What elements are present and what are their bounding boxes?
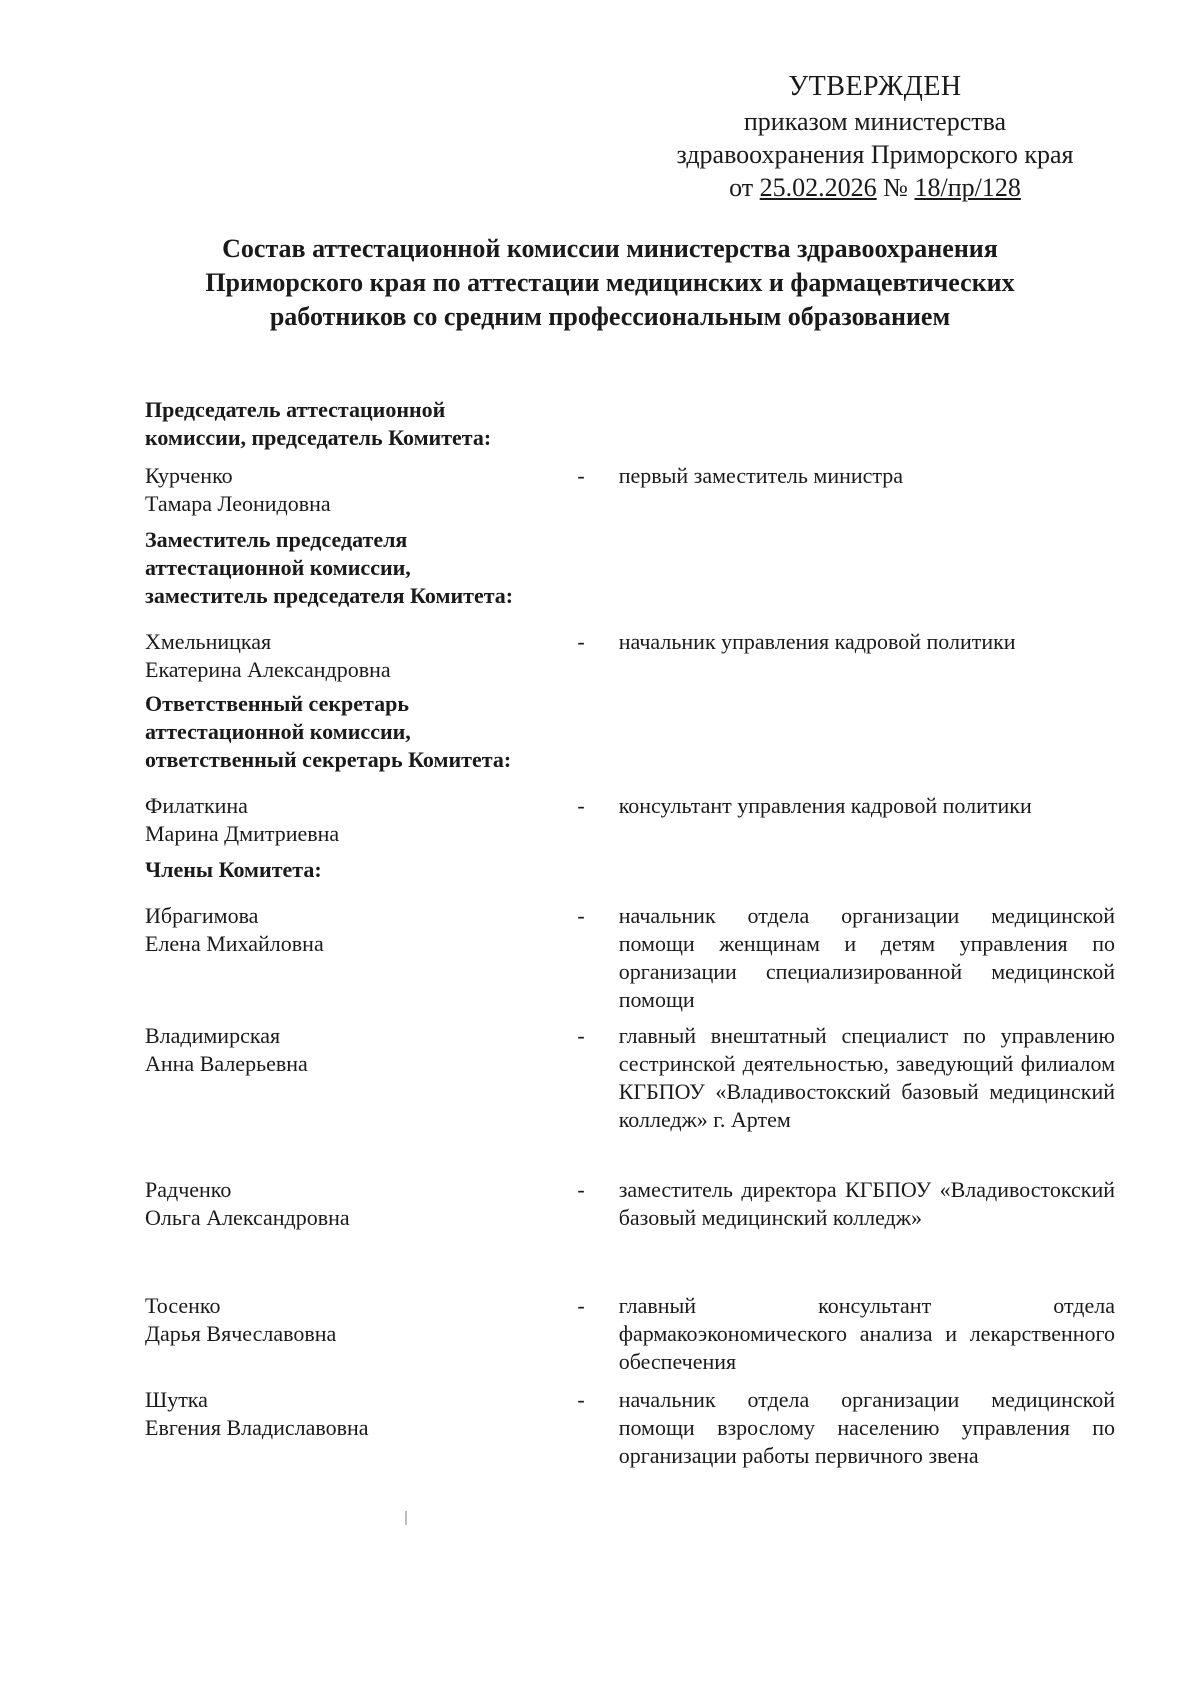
person-row <box>145 1386 1115 1470</box>
role-line: Ответственный секретарь <box>145 691 409 716</box>
dash-separator: - <box>577 629 585 654</box>
person-given-names: Анна Валерьевна <box>145 1051 308 1076</box>
person-row <box>145 792 1115 848</box>
role-line: аттестационной комиссии, <box>145 555 411 580</box>
approval-date: 25.02.2026 <box>759 173 877 202</box>
approval-date-prefix: от <box>729 173 760 202</box>
person-surname: Ибрагимова <box>145 903 259 928</box>
person-name <box>145 462 577 518</box>
dash-separator: - <box>577 1177 585 1202</box>
role-line: Заместитель председателя <box>145 527 408 552</box>
approval-title: УТВЕРЖДЕН <box>788 71 962 102</box>
role-line: Председатель аттестационной <box>145 397 446 422</box>
person-surname: Радченко <box>145 1177 232 1202</box>
person-row <box>145 1292 1115 1376</box>
person-position: первый заместитель министра <box>618 463 904 488</box>
approval-number-prefix: № <box>876 173 915 202</box>
person-surname: Курченко <box>145 463 233 488</box>
document-title-line-3: работников со средним профессиональным образованием <box>269 302 951 331</box>
dash-separator: - <box>577 903 585 928</box>
person-surname: Тосенко <box>145 1293 221 1318</box>
person-row <box>145 1022 1115 1134</box>
person-name <box>145 1176 577 1232</box>
approval-number: 18/пр/128 <box>914 173 1021 202</box>
person-position: главный внештатный специалист по управлению сестринской деятельностью, заведующий филиалом КГБПОУ «Владивостокский базовый медицинский колледж» г. Артем <box>618 1023 1115 1132</box>
person-given-names: Ольга Александровна <box>145 1205 350 1230</box>
document-title-line-2: Приморского края по аттестации медицинских и фармацевтических <box>205 268 1015 297</box>
dash-separator: - <box>577 1387 585 1412</box>
person-surname: Шутка <box>145 1387 208 1412</box>
person-name <box>145 1022 577 1134</box>
person-position: заместитель директора КГБПОУ «Владивостокский базовый медицинский колледж» <box>618 1177 1115 1230</box>
approval-date-line <box>640 171 1110 204</box>
role-heading-members: Члены Комитета: <box>145 857 322 882</box>
person-name <box>145 792 577 848</box>
scan-artifact-mark <box>405 1511 407 1525</box>
document-title <box>140 232 1080 334</box>
approval-line-1: приказом министерства <box>743 107 1007 136</box>
person-position: начальник отдела организации медицинской помощи женщинам и детям управления по организации специализированной медицинской помощи <box>618 903 1115 1012</box>
dash-separator: - <box>577 1293 585 1318</box>
role-line: комиссии, председатель Комитета: <box>145 425 492 450</box>
person-given-names: Марина Дмитриевна <box>145 821 340 846</box>
role-line: заместитель председателя Комитета: <box>145 583 514 608</box>
person-row <box>145 902 1115 1014</box>
person-name <box>145 1292 577 1376</box>
dash-separator: - <box>577 463 585 488</box>
person-position: главный консультант отдела фармакоэкономического анализа и лекарственного обеспечения <box>618 1293 1115 1374</box>
person-position: начальник отдела организации медицинской помощи взрослому населению управления по организации работы первичного звена <box>618 1387 1115 1468</box>
person-row <box>145 462 1115 518</box>
role-heading-chair <box>145 396 491 452</box>
person-row <box>145 1176 1115 1232</box>
person-given-names: Елена Михайловна <box>145 931 324 956</box>
dash-separator: - <box>577 793 585 818</box>
person-name <box>145 1386 577 1470</box>
person-name <box>145 628 577 684</box>
person-given-names: Дарья Вячеславовна <box>145 1321 337 1346</box>
role-line: аттестационной комиссии, <box>145 719 411 744</box>
person-surname: Филаткина <box>145 793 248 818</box>
role-line: ответственный секретарь Комитета: <box>145 747 512 772</box>
dash-separator: - <box>577 1023 585 1048</box>
approval-line-2: здравоохранения Приморского края <box>676 140 1074 169</box>
role-heading-secretary <box>145 690 511 774</box>
person-given-names: Тамара Леонидовна <box>145 491 331 516</box>
person-name <box>145 902 577 1014</box>
person-surname: Хмельницкая <box>145 629 272 654</box>
person-surname: Владимирская <box>145 1023 281 1048</box>
role-heading-deputy <box>145 526 513 610</box>
person-row <box>145 628 1115 684</box>
document-title-line-1: Состав аттестационной комиссии министерства здравоохранения <box>222 234 998 263</box>
person-position: начальник управления кадровой политики <box>618 629 1016 654</box>
person-position: консультант управления кадровой политики <box>618 793 1032 818</box>
person-given-names: Евгения Владиславовна <box>145 1415 369 1440</box>
person-given-names: Екатерина Александровна <box>145 657 391 682</box>
approval-stamp <box>640 70 1110 204</box>
